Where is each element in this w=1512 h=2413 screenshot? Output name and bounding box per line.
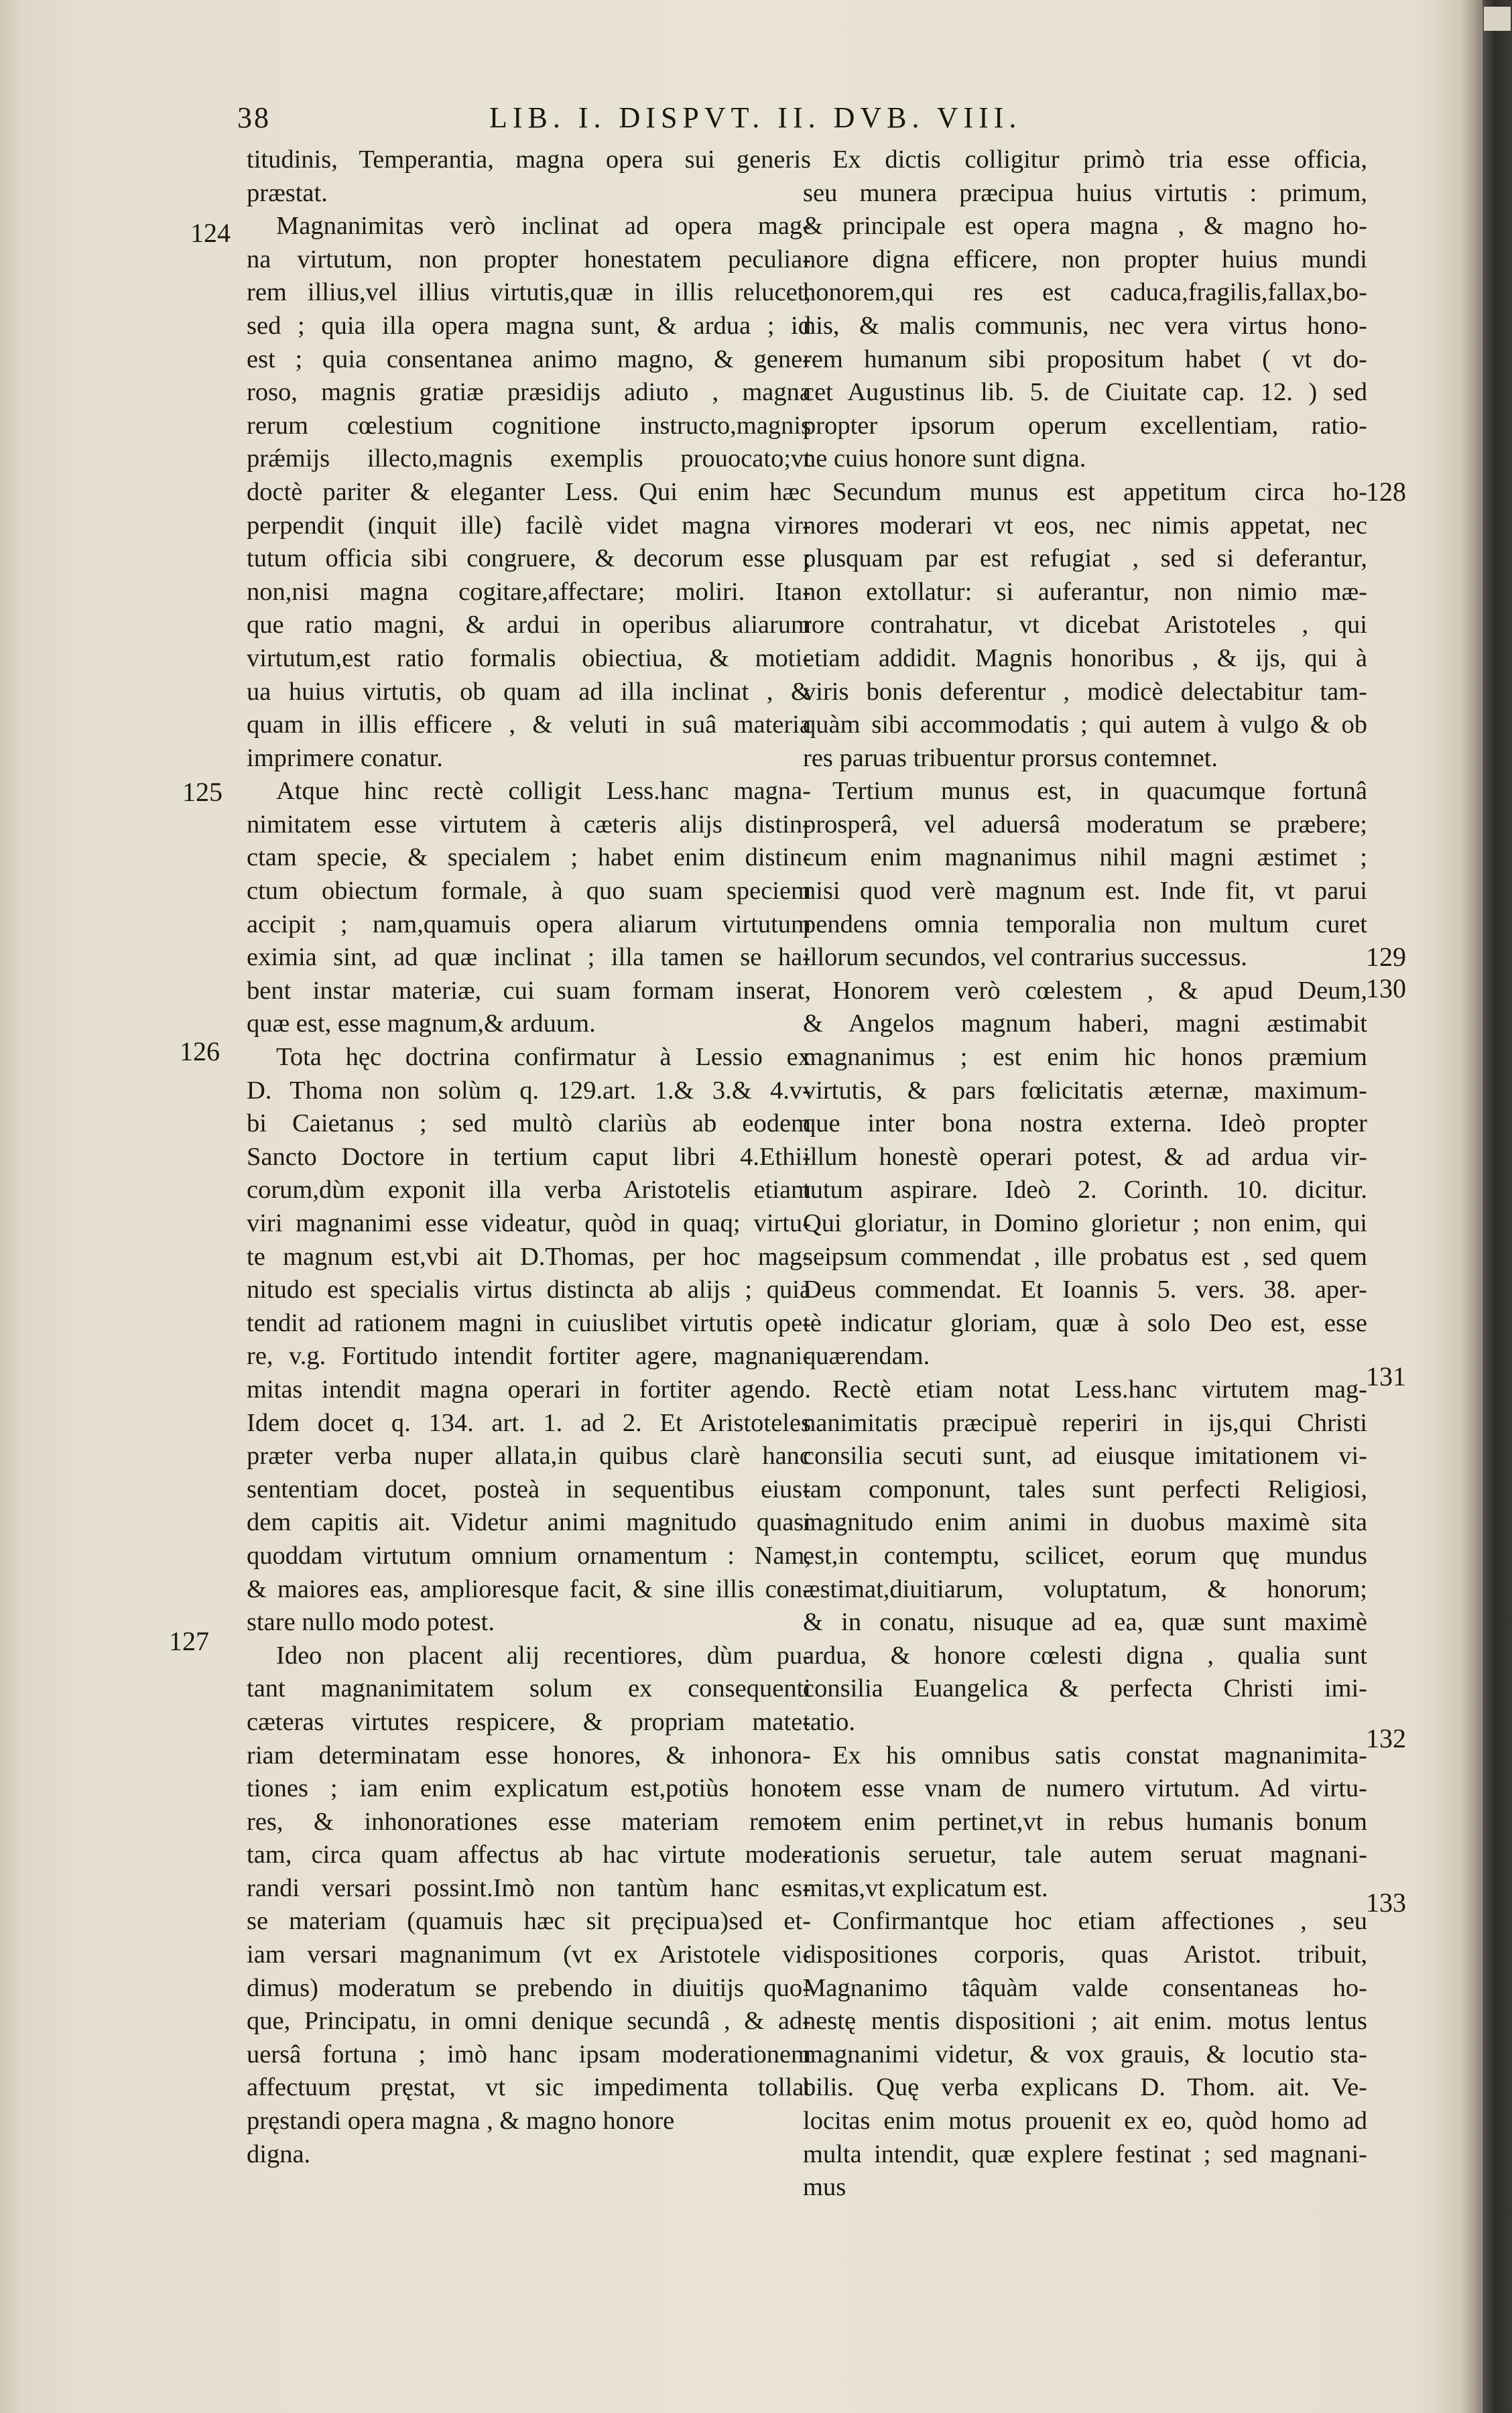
left-column-line: ctam specie, & specialem ; habet enim distin- — [247, 843, 811, 872]
right-column-line: Ex his omnibus satis constat magnanimita- — [832, 1741, 1367, 1770]
right-column-line: cet Augustinus lib. 5. de Ciuitate cap. 12. ) sed — [803, 378, 1367, 407]
right-column-line: multa intendit, quæ explere festinat ; sed magnani- — [803, 2140, 1367, 2168]
left-column-line: na virtutum, non propter honestatem peculia- — [247, 245, 811, 273]
left-column-line: riam determinatam esse honores, & inhonora- — [247, 1741, 811, 1770]
left-column-line: Tota hęc doctrina confirmatur à Lessio ex — [276, 1043, 811, 1072]
margin-number-128: 128 — [1366, 477, 1406, 507]
right-column-line: consilia secuti sunt, ad eiusque imitationem vi- — [803, 1442, 1367, 1471]
left-column-line: perpendit (inquit ille) facilè videt magna vir- — [247, 511, 811, 540]
right-column-line: seu munera præcipua huius virtutis : primum, — [803, 178, 1367, 207]
right-column-line: & Angelos magnum haberi, magni æstimabit — [803, 1009, 1367, 1038]
margin-number-124: 124 — [190, 218, 231, 248]
left-column-line: Magnanimitas verò inclinat ad opera mag- — [276, 212, 811, 241]
right-column-line: etiam addidit. Magnis honoribus , & ijs, qui à — [803, 643, 1367, 672]
left-column-line: uersâ fortuna ; imò hanc ipsam moderationem — [247, 2040, 811, 2068]
right-column-line: cum enim magnanimus nihil magni æstimet ; — [803, 843, 1367, 872]
left-column-line: tant magnanimitatem solum ex consequenti — [247, 1674, 811, 1703]
right-column-line: quærendam. — [803, 1342, 930, 1371]
left-column-line: se materiam (quamuis hæc sit pręcipua)sed et- — [247, 1907, 811, 1936]
left-column-line: digna. — [247, 2140, 311, 2168]
left-column-line: res, & inhonorationes esse materiam remo- — [247, 1807, 811, 1836]
right-column-line: rem humanum sibi propositum habet ( vt do- — [803, 345, 1367, 373]
left-column-line: tutum officia sibi congruere, & decorum esse ; — [247, 544, 811, 573]
left-column-line: dimus) moderatum se prebendo in diuitijs quo- — [247, 1973, 811, 2002]
margin-number-126: 126 — [180, 1036, 220, 1066]
right-column-line: Qui gloriatur, in Domino glorietur ; non enim, qui — [803, 1209, 1367, 1237]
left-column-line: prǽmijs illecto,magnis exemplis prouocato;vt — [247, 444, 811, 473]
left-column-line: eximia sint, ad quæ inclinat ; illa tamen se ha- — [247, 943, 811, 972]
right-column-line: illum honestè operari potest, & ad ardua vir- — [803, 1142, 1367, 1171]
left-column-line: non,nisi magna cogitare,affectare; moliri. Ita- — [247, 577, 811, 606]
left-column-line: randi versari possint.Imò non tantùm hanc es- — [247, 1873, 811, 1902]
left-column — [247, 143, 811, 2171]
right-column-line: quàm sibi accommodatis ; qui autem à vulgo & ob — [803, 710, 1367, 739]
running-head-title: LIB. I. DISPVT. II. DVB. VIII. — [489, 101, 1022, 134]
left-column-line: quoddam virtutum omnium ornamentum : Nam, — [247, 1541, 811, 1570]
left-column-line: corum,dùm exponit illa verba Aristotelis etiam — [247, 1176, 811, 1204]
right-column-line: plusquam par est refugiat , sed si deferantur, — [803, 544, 1367, 573]
right-column-line: ne cuius honore sunt digna. — [803, 444, 1086, 473]
page-number: 38 — [237, 101, 271, 134]
right-column-line: est,in contemptu, scilicet, eorum quę mundus — [803, 1541, 1367, 1570]
right-column-line: Secundum munus est appetitum circa ho- — [832, 477, 1367, 506]
right-column-line: mitas,vt explicatum est. — [803, 1873, 1048, 1902]
right-column-line: tè indicatur gloriam, quæ à solo Deo est, esse — [803, 1308, 1367, 1337]
left-column-line: cæteras virtutes respicere, & propriam mate- — [247, 1707, 811, 1736]
left-column-line: iam versari magnanimum (vt ex Aristotele vi- — [247, 1940, 811, 1969]
left-column-line: quæ est, esse magnum,& arduum. — [247, 1009, 596, 1038]
right-column-line: tutum aspirare. Ideò 2. Corinth. 10. dicitur. — [803, 1176, 1367, 1204]
right-column-line: magnanimi videtur, & vox grauis, & locutio sta- — [803, 2040, 1367, 2068]
left-column-line: Sancto Doctore in tertium caput libri 4.Ethi- — [247, 1142, 811, 1171]
left-column-line: rerum cœlestium cognitione instructo,magnis — [247, 411, 811, 440]
left-column-line: que, Principatu, in omni denique secundâ , & ad- — [247, 2007, 811, 2036]
right-column-line: consilia Euangelica & perfecta Christi imi- — [803, 1674, 1367, 1703]
left-column-line: viri magnanimi esse videatur, quòd in quaq; virtu- — [247, 1209, 811, 1237]
right-column-line: nores moderari vt eos, nec nimis appetat, nec — [803, 511, 1367, 540]
right-column-line: Ex dictis colligitur primò tria esse officia, — [832, 145, 1367, 174]
right-column-line: nis, & malis communis, nec vera virtus hono- — [803, 311, 1367, 340]
running-head — [221, 99, 1374, 139]
right-column-line: virtutis, & pars fœlicitatis æternæ, maximum- — [803, 1076, 1367, 1105]
right-column-line: Rectè etiam notat Less.hanc virtutem mag- — [832, 1375, 1367, 1404]
left-column-line: affectuum pręstat, vt sic impedimenta tollat — [247, 2073, 811, 2102]
right-column-line: magnanimus ; est enim hic honos præmium — [803, 1043, 1367, 1072]
left-column-line: præstat. — [247, 178, 328, 207]
left-column-line: quam in illis efficere , & veluti in suâ materia — [247, 710, 811, 739]
left-column-line: mitas intendit magna operari in fortiter agendo. — [247, 1375, 811, 1404]
margin-number-127: 127 — [169, 1626, 209, 1656]
right-column-line: nanimitatis præcipuè reperiri in ijs,qui Christi — [803, 1408, 1367, 1437]
margin-number-131: 131 — [1366, 1361, 1406, 1391]
left-column-line: dem capitis ait. Videtur animi magnitudo quasi — [247, 1508, 811, 1537]
right-column-line: ardua, & honore cœlesti digna , qualia sunt — [803, 1641, 1367, 1670]
margin-number-125: 125 — [182, 777, 223, 807]
right-column-line: rationis seruetur, tale autem seruat magnani- — [803, 1841, 1367, 1869]
left-column-line: Atque hinc rectè colligit Less.hanc magna- — [276, 777, 811, 806]
margin-number-133: 133 — [1366, 1888, 1406, 1918]
left-column-line: re, v.g. Fortitudo intendit fortiter agere, magnani- — [247, 1342, 811, 1371]
left-column-line: sententiam docet, posteà in sequentibus eius- — [247, 1475, 811, 1503]
left-column-line: ctum obiectum formale, à quo suam speciem — [247, 877, 811, 906]
right-column-line: rore contrahatur, vt dicebat Aristoteles , qui — [803, 611, 1367, 639]
right-column-line: viris bonis deferentur , modicè delectabitur tam- — [803, 677, 1367, 706]
margin-number-129: 129 — [1366, 942, 1406, 972]
left-column-line: D. Thoma non solùm q. 129.art. 1.& 3.& 4.v- — [247, 1076, 811, 1105]
left-column-line: virtutum,est ratio formalis obiectiua, & moti- — [247, 643, 811, 672]
right-column-line: res paruas tribuentur prorsus contemnet. — [803, 743, 1218, 772]
left-column-line: te magnum est,vbi ait D.Thomas, per hoc mag- — [247, 1242, 811, 1271]
right-column-line: tam componunt, tales sunt perfecti Religiosi, — [803, 1475, 1367, 1503]
left-column-line: accipit ; nam,quamuis opera aliarum virtutum — [247, 910, 811, 938]
left-column-line: Ideo non placent alij recentiores, dùm pu- — [276, 1641, 811, 1670]
right-column-line: tem esse vnam de numero virtutum. Ad virtu- — [803, 1774, 1367, 1803]
left-column-line: ua huius virtutis, ob quam ad illa inclinat , & — [247, 677, 811, 706]
right-column-line: & principale est opera magna , & magno ho- — [803, 212, 1367, 241]
left-column-line: nimitatem esse virtutem à cæteris alijs distin- — [247, 810, 811, 839]
left-column-line: que ratio magni, & ardui in operibus aliarum — [247, 611, 811, 639]
right-column-line: illorum secundos, vel contrarius successus. — [803, 943, 1247, 972]
right-column-line: locitas enim motus prouenit ex eo, quòd homo ad — [803, 2107, 1367, 2136]
left-column-line: pręstandi opera magna , & magno honore — [247, 2107, 675, 2136]
right-column-line: magnitudo enim animi in duobus maximè sita — [803, 1508, 1367, 1537]
right-column-line: æstimat,diuitiarum, voluptatum, & honorum; — [803, 1574, 1367, 1603]
left-column-line: tam, circa quam affectus ab hac virtute mode- — [247, 1841, 811, 1869]
left-column-line: titudinis, Temperantia, magna opera sui generis — [247, 145, 811, 174]
right-column-line: Tertium munus est, in quacumque fortunâ — [832, 777, 1367, 806]
right-column-line: mus — [803, 2173, 846, 2202]
right-column-line: seipsum commendat , ille probatus est , sed quem — [803, 1242, 1367, 1271]
right-column — [803, 143, 1367, 2205]
right-column-line: que inter bona nostra externa. Ideò propter — [803, 1109, 1367, 1138]
margin-number-130: 130 — [1366, 973, 1406, 1003]
right-column-line: dispositiones corporis, quas Aristot. tribuit, — [803, 1940, 1367, 1969]
page-edge-tab — [1484, 7, 1511, 31]
margin-number-132: 132 — [1366, 1723, 1406, 1753]
right-column-line: pendens omnia temporalia non multum curet — [803, 910, 1367, 938]
right-column-line: prosperâ, vel aduersâ moderatum se præbere; — [803, 810, 1367, 839]
left-column-line: imprimere conatur. — [247, 743, 443, 772]
right-column-line: propter ipsorum operum excellentiam, ratio- — [803, 411, 1367, 440]
right-column-line: tatio. — [803, 1707, 856, 1736]
left-column-line: nitudo est specialis virtus distincta ab alijs ; quia — [247, 1276, 811, 1304]
right-column-line: & in conatu, nisuque ad ea, quæ sunt maximè — [803, 1608, 1367, 1637]
left-column-line: bi Caietanus ; sed multò clariùs ab eodem — [247, 1109, 811, 1138]
left-column-line: est ; quia consentanea animo magno, & gene- — [247, 345, 811, 373]
right-column-line: Deus commendat. Et Ioannis 5. vers. 38. aper- — [803, 1276, 1367, 1304]
right-column-line: tem enim pertinet,vt in rebus humanis bonum — [803, 1807, 1367, 1836]
right-column-line: Confirmantque hoc etiam affectiones , seu — [832, 1907, 1367, 1936]
left-column-line: tendit ad rationem magni in cuiuslibet virtutis ope- — [247, 1308, 811, 1337]
gutter-shadow — [1434, 0, 1481, 2413]
right-column-line: Magnanimo tâquàm valde consentaneas ho- — [803, 1973, 1367, 2002]
left-column-line: roso, magnis gratiæ præsidijs adiuto , magna — [247, 378, 811, 407]
left-column-line: præter verba nuper allata,in quibus clarè hanc — [247, 1442, 811, 1471]
right-column-line: nisi quod verè magnum est. Inde fit, vt parui — [803, 877, 1367, 906]
left-column-line: & maiores eas, amplioresque facit, & sine illis con- — [247, 1574, 811, 1603]
left-column-line: tiones ; iam enim explicatum est,potiùs hono- — [247, 1774, 811, 1803]
left-column-line: bent instar materiæ, cui suam formam inserat, — [247, 976, 811, 1005]
page-edge — [1483, 0, 1512, 2413]
left-column-line: stare nullo modo potest. — [247, 1608, 495, 1637]
right-column-line: nore digna efficere, non propter huius mundi — [803, 245, 1367, 273]
left-column-line: rem illius,vel illius virtutis,quæ in illis relucet, — [247, 278, 811, 307]
left-column-line: Idem docet q. 134. art. 1. ad 2. Et Aristoteles — [247, 1408, 811, 1437]
right-column-line: Honorem verò cœlestem , & apud Deum, — [832, 976, 1367, 1005]
left-column-line: sed ; quia illa opera magna sunt, & ardua ; id — [247, 311, 811, 340]
right-column-line: nestę mentis dispositioni ; ait enim. motus lentus — [803, 2007, 1367, 2036]
right-column-line: honorem,qui res est caduca,fragilis,fallax,bo- — [803, 278, 1367, 307]
right-column-line: non extollatur: si auferantur, non nimio mæ- — [803, 577, 1367, 606]
right-column-line: bilis. Quę verba explicans D. Thom. ait. Ve- — [803, 2073, 1367, 2102]
left-column-line: doctè pariter & eleganter Less. Qui enim hæc — [247, 477, 811, 506]
